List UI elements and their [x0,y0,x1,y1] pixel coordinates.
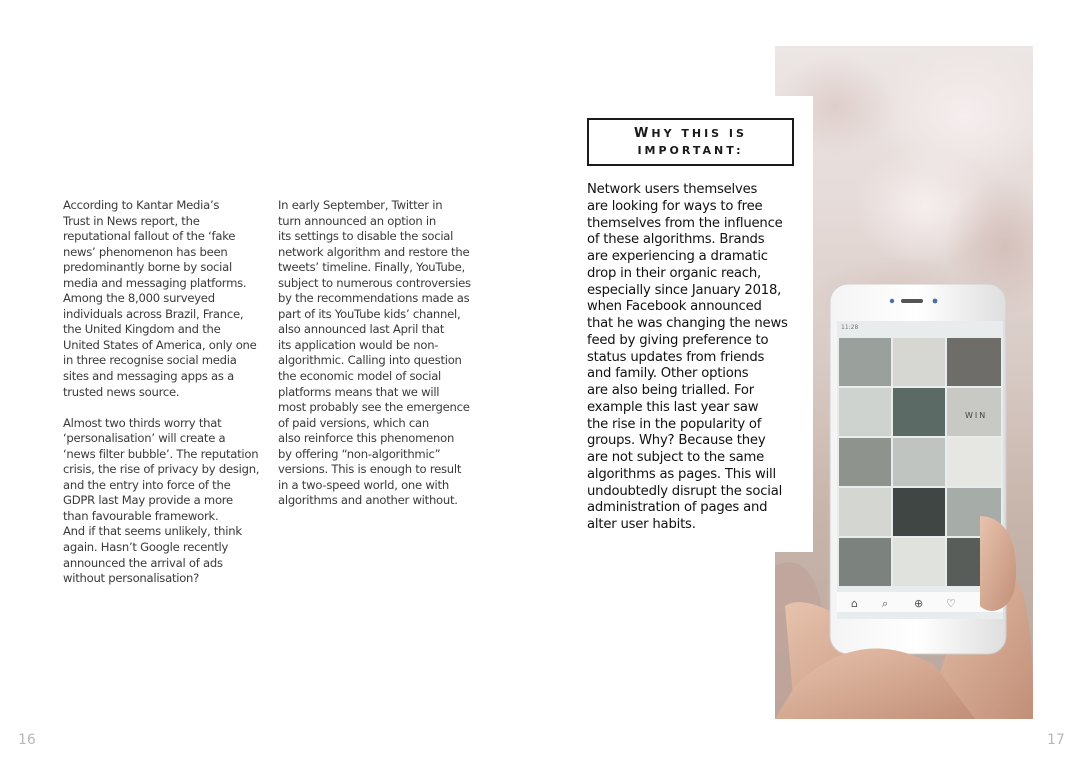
svg-text:⊕: ⊕ [914,597,924,610]
callout-heading-box [587,118,794,166]
body-column-2 [278,198,483,524]
svg-text:⌂: ⌂ [851,597,858,610]
svg-text:11:28: 11:28 [841,324,859,331]
phone-photo [775,46,1033,719]
hand-holding-phone-image [775,46,1033,719]
page-number-left: 16 [18,732,36,748]
svg-text:⌕: ⌕ [882,597,889,610]
svg-text:♡: ♡ [946,597,956,610]
paragraph: Almost two thirds worry that ‘personalisation’ will create a ‘news filter bubble’. The reputation crisis, the rise of privacy by design, and the entry into force of the GDPR last May provide a more than favourable framework. And if that seems unlikely, think again. Hasn’t Google recently announced the arrival of ads without personalisation? [63,415,260,586]
callout-body-text: Network users themselves are looking for ways to free themselves from the influence of these algorithms. Brands are experiencing a dramatic drop in their organic reach, especially since January 2018, when Facebook announced that he was changing the news feed by giving preference to status updates from friends and family. Other options are also being trialled. For example this last year saw the rise in the popularity of groups. Why? Because they are not subject to the same algorithms as pages. This will undoubtedly disrupt the social administration of pages and alter user habits. [587,182,788,532]
paragraph: In early September, Twitter in turn announced an option in its settings to disable the social network algorithm and restore the tweets’ timeline. Finally, YouTube, subject to numerous controversies by the recommendations made as part of its YouTube kids’ channel, also announced last April that its application would be non- algorithmic. Calling into question the economic model of social platforms means that we will most probably see the emergence of paid versions, which can also reinforce this phenomenon by offering “non-algorithmic” versions. This is enough to result in a two-speed world, one with algorithms and another without. [278,198,471,508]
paragraph: According to Kantar Media’s Trust in News report, the reputational fallout of the ‘fake news’ phenomenon has been predominantly borne by social media and messaging platforms. Among the 8,000 surveyed individuals across Brazil, France, the United Kingdom and the United States of America, only one in three recognise social media sites and messaging apps as a trusted news source. [63,198,257,399]
callout-title-line-2: IMPORTANT: [637,144,744,157]
callout-title-line-1: WHY THIS IS [634,126,747,141]
page-number-right: 17 [1047,732,1065,748]
body-column-1 [63,198,268,602]
svg-text:WIN: WIN [965,411,988,420]
